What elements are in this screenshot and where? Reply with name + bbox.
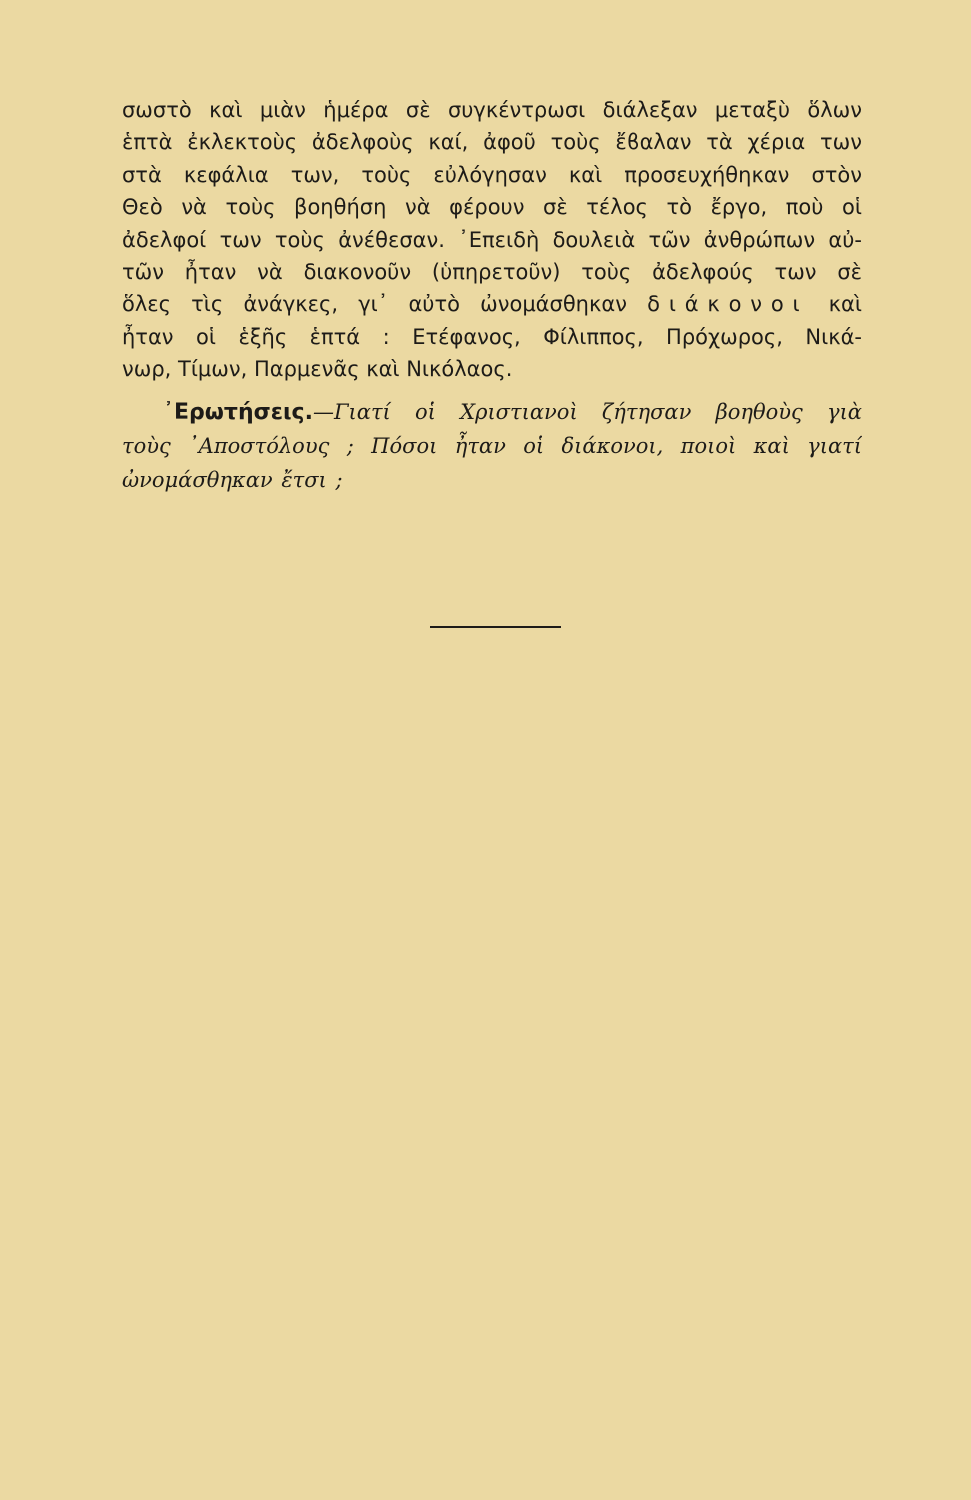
body-line-text: καὶ xyxy=(828,292,862,317)
question-line xyxy=(122,395,862,429)
body-line-text: ὅλες τὶς ἀνάγκες, γι᾿ αὐτὸ ὠνομάσθηκαν xyxy=(122,292,627,317)
body-line: στὰ κεφάλια των, τοὺς εὐλόγησαν καὶ προσευχήθηκαν στὸν xyxy=(122,162,862,187)
body-line: σωστὸ καὶ μιὰν ἡμέρα σὲ συγκέντρωσι διάλεξαν μεταξὺ ὅλων xyxy=(122,98,862,122)
body-line: ἑπτὰ ἐκλεκτοὺς ἀδελφοὺς καί, ἀφοῦ τοὺς ἔϐαλαν τὰ χέρια των xyxy=(122,130,862,155)
section-end-rule xyxy=(430,626,561,628)
question-text: —Γιατί οἱ Χριστιανοὶ ζήτησαν βοηθοὺς γιὰ xyxy=(312,400,862,424)
questions-label: ᾿Ερωτήσεις. xyxy=(163,400,313,425)
body-line xyxy=(122,288,862,320)
spaced-term: διάκονοι xyxy=(647,292,809,317)
question-line: τοὺς ᾿Αποστόλους ; Πόσοι ἦταν οἱ διάκονοι, ποιοὶ καὶ γιατί xyxy=(122,434,862,458)
body-line: ἦταν οἱ ἑξῆς ἑπτά : Ετέφανος, Φίλιππος, Πρόχωρος, Νικά- xyxy=(122,324,862,349)
body-line: τῶν ἦταν νὰ διακονοῦν (ὑπηρετοῦν) τοὺς ἀδελφούς των σὲ xyxy=(122,259,862,284)
questions-paragraph xyxy=(122,395,862,497)
body-paragraph xyxy=(122,94,862,386)
body-line: Θεὸ νὰ τοὺς βοηθήση νὰ φέρουν σὲ τέλος τὸ ἔργο, ποὺ οἱ xyxy=(122,195,862,220)
body-line: ἀδελφοί των τοὺς ἀνέθεσαν. ᾿Επειδὴ δουλειὰ τῶν ἀνθρώπων αὐ- xyxy=(122,227,862,252)
question-line: ὠνομάσθηκαν ἔτσι ; xyxy=(122,468,343,492)
body-line: νωρ, Τίμων, Παρμενᾶς καὶ Νικόλαος. xyxy=(122,357,513,382)
